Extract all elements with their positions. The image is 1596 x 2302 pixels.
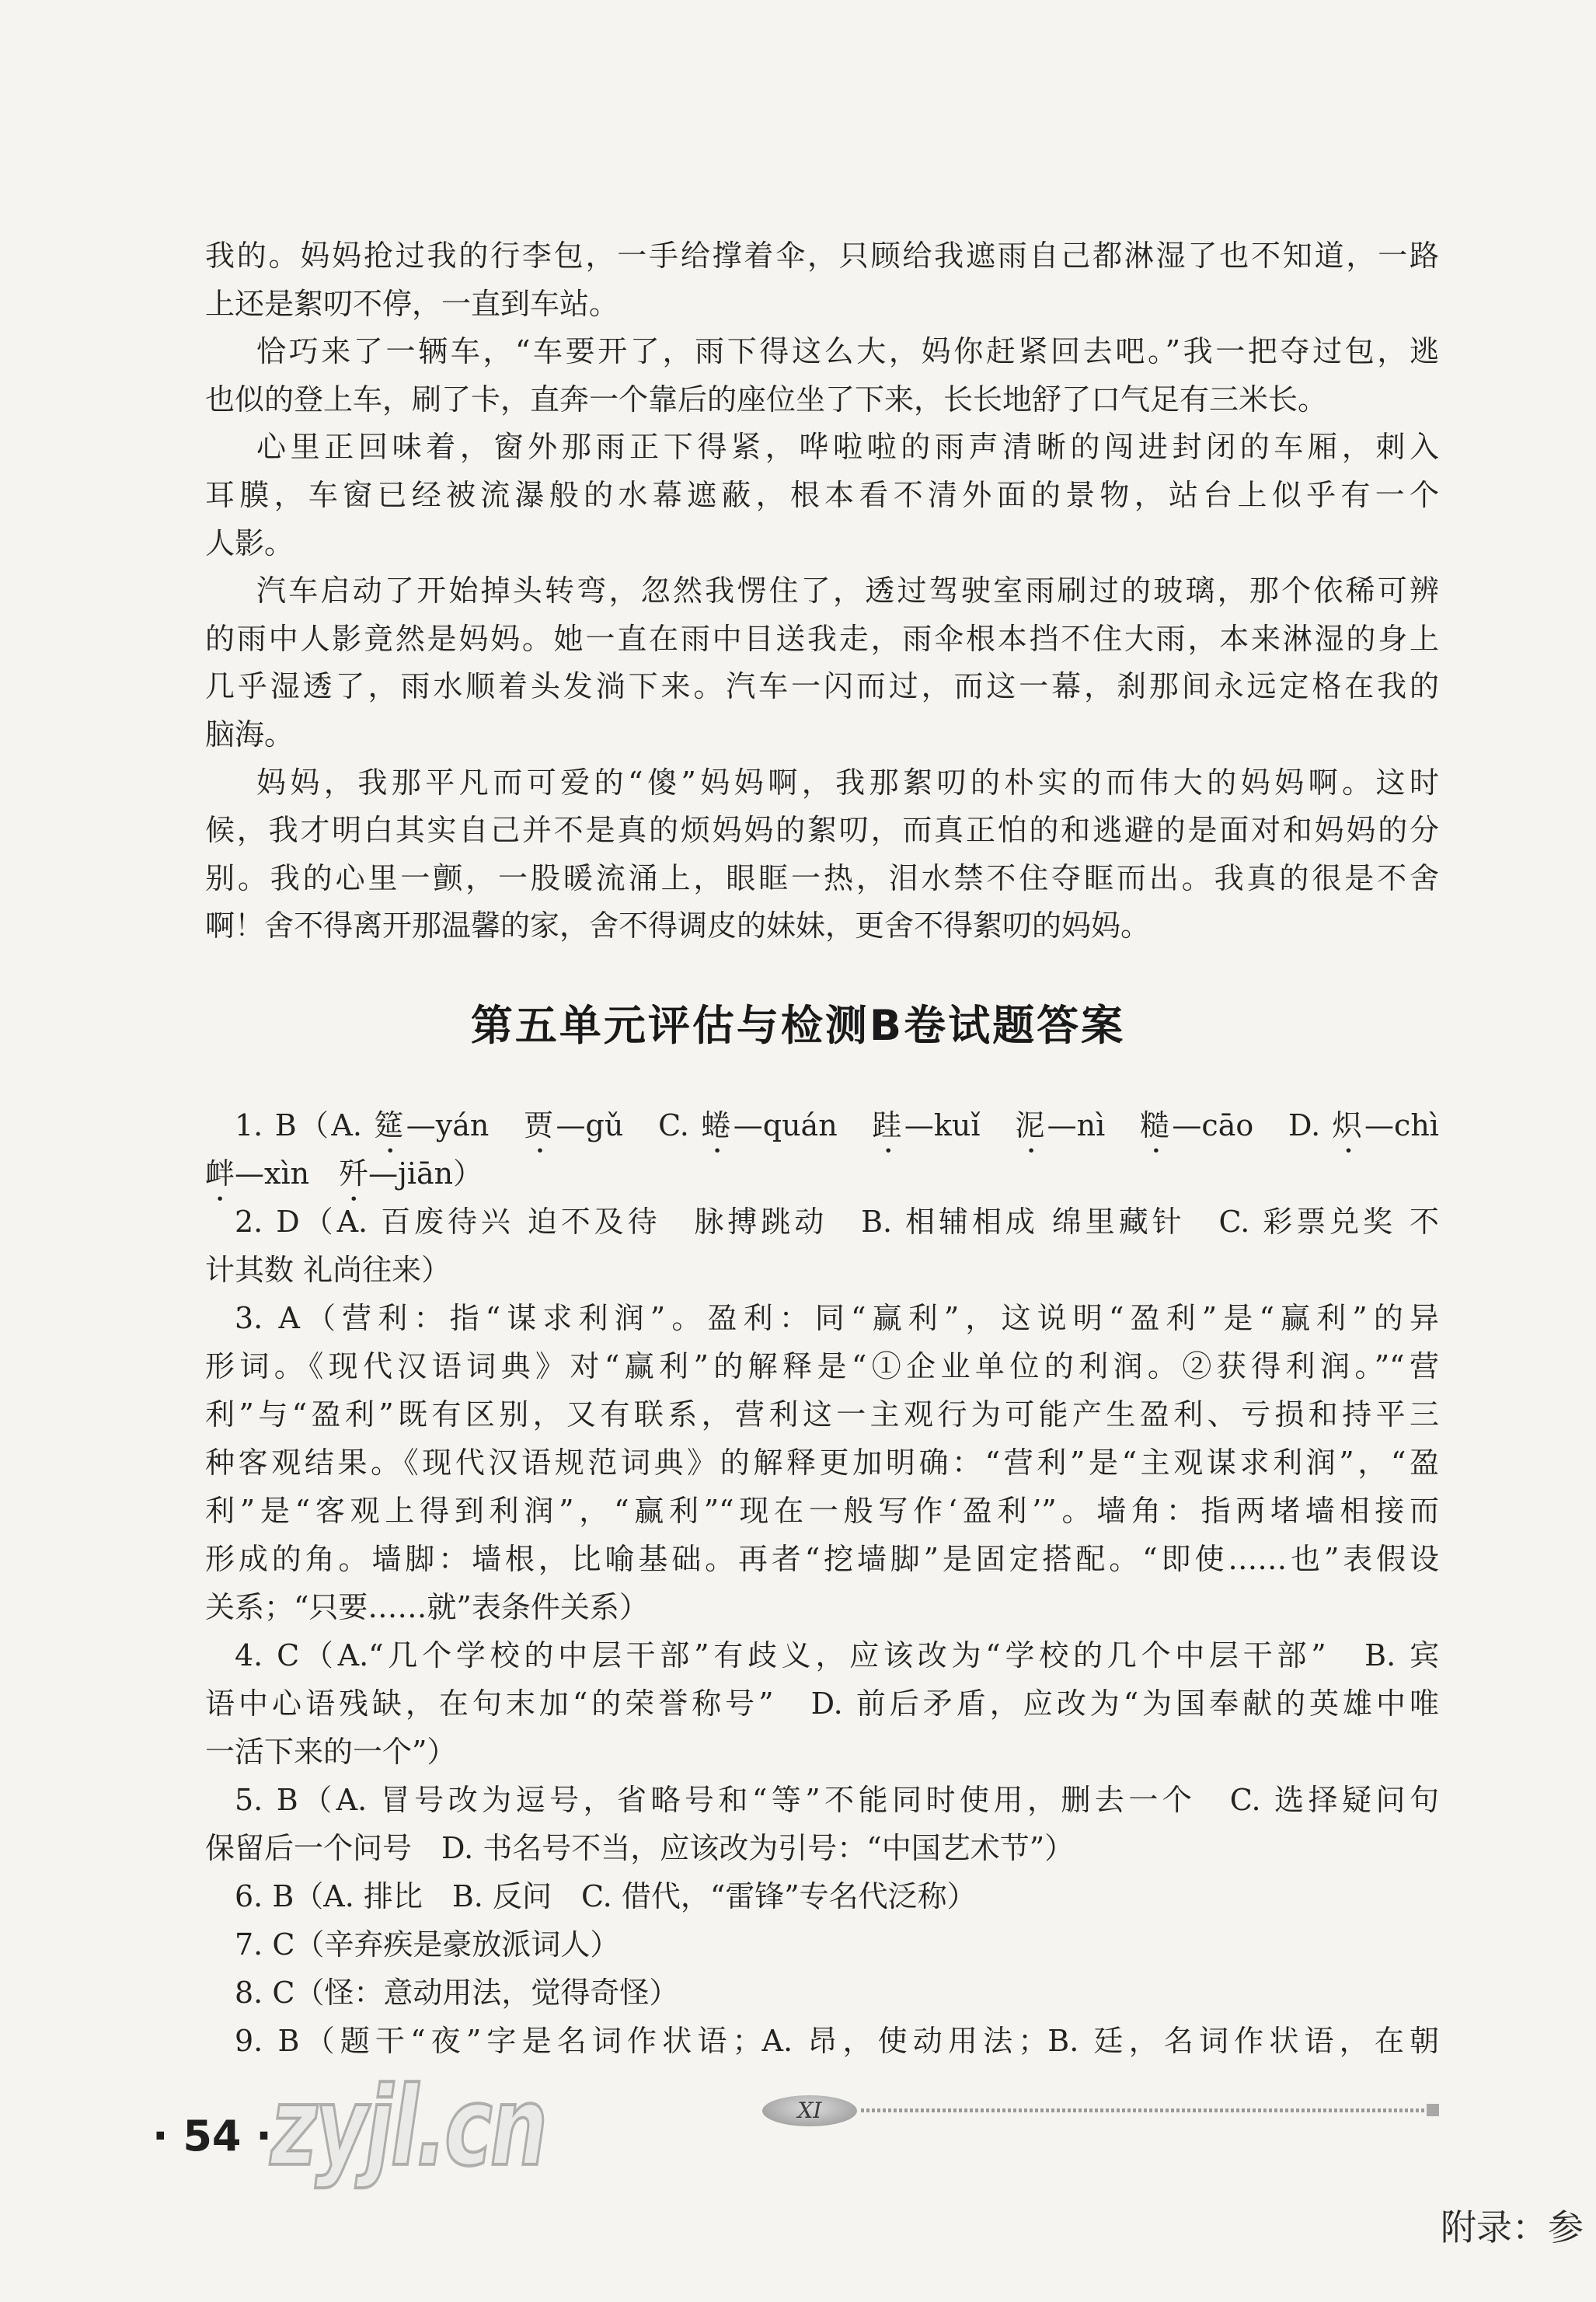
- text-line: 候，我才明白其实自己并不是真的烦妈妈的絮叨，而真正怕的和逃避的是面对和妈妈的分: [205, 813, 1439, 848]
- answer-line: 5. B（A. 冒号改为逗号，省略号和“等”不能同时使用，删去一个 C. 选择疑问句: [235, 1783, 1439, 1817]
- answer-line: 利”与“盈利”既有区别，又有联系，营利这一主观行为可能产生盈利、亏损和持平三: [205, 1397, 1439, 1432]
- answer-line: 3. A（营利：指“谋求利润”。盈利：同“赢利”，这说明“盈利”是“赢利”的异: [235, 1301, 1439, 1335]
- emphasized-character: 贾: [524, 1108, 556, 1142]
- essay-paragraph: [205, 328, 1439, 424]
- essay-paragraph: [205, 424, 1439, 567]
- text-segment: —chì: [1364, 1108, 1439, 1142]
- emphasized-character: 歼: [339, 1156, 369, 1191]
- answer-line: 6. B（A. 排比 B. 反问 C. 借代，“雷锋”专名代泛称）: [235, 1879, 977, 1913]
- text-line: 心里正回味着，窗外那雨正下得紧，哗啦啦的雨声清晰的闯进封闭的车厢，刺入: [256, 430, 1439, 465]
- emphasized-character: 筵: [374, 1108, 406, 1142]
- text-segment: —nì: [1047, 1108, 1141, 1142]
- answer-item: [205, 1872, 1439, 1920]
- essay-passage: [205, 232, 1439, 950]
- answer-line: 形词。《现代汉语词典》对“赢利”的解释是“①企业单位的利润。②获得利润。”“营: [205, 1349, 1439, 1383]
- text-line: 啊！舍不得离开那温馨的家，舍不得调皮的妹妹，更舍不得絮叨的妈妈。: [205, 909, 1151, 943]
- text-line: 也似的登上车，刷了卡，直奔一个靠后的座位坐了下来，长长地舒了口气足有三米长。: [205, 382, 1328, 417]
- dotted-rule: [861, 2108, 1427, 2112]
- text-segment: —jiān）: [368, 1156, 483, 1191]
- text-line: 我的。妈妈抢过我的行李包，一手给撑着伞，只顾给我遮雨自己都淋湿了也不知道，一路: [205, 239, 1439, 273]
- emphasized-character: 糙: [1140, 1108, 1173, 1142]
- text-segment: —quán: [733, 1108, 873, 1142]
- text-line: 耳膜，车窗已经被流瀑般的水幕遮蔽，根本看不清外面的景物，站台上似乎有一个: [205, 477, 1439, 512]
- answer-line: 保留后一个问号 D. 书名号不当，应该改为引号：“中国艺术节”）: [205, 1831, 1075, 1865]
- answer-line: 计其数 礼尚往来）: [205, 1253, 451, 1287]
- emphasized-character: 衅: [205, 1156, 235, 1191]
- answer-item: [205, 1101, 1439, 1198]
- answer-line: 一活下来的一个”）: [205, 1735, 457, 1769]
- answer-line: 2. D（A. 百废待兴 迫不及待 脉搏跳动 B. 相辅相成 绵里藏针 C. 彩票兑奖 不: [235, 1205, 1439, 1239]
- text-line: 恰巧来了一辆车，“车要开了，雨下得这么大，妈你赶紧回去吧。”我一把夺过包，逃: [256, 334, 1439, 369]
- answer-line: 语中心语残缺，在句末加“的荣誉称号” D. 前后矛盾，应改为“为国奉献的英雄中唯: [205, 1686, 1439, 1721]
- rule-end-square: [1427, 2104, 1439, 2116]
- answer-item: [205, 1294, 1439, 1631]
- answer-line: 9. B（题干“夜”字是名词作状语；A. 昂，使动用法；B. 廷，名词作状语，在朝: [235, 2024, 1439, 2058]
- emphasized-character: 跬: [872, 1108, 904, 1142]
- answer-key: [205, 1101, 1439, 2065]
- answer-line: [205, 1149, 1439, 1198]
- text-line: 妈妈，我那平凡而可爱的“傻”妈妈啊，我那絮叨的朴实的而伟大的妈妈啊。这时: [256, 765, 1439, 800]
- text-segment: —cāo D.: [1172, 1108, 1333, 1142]
- text-line: 人影。: [205, 525, 294, 560]
- answer-item: [205, 1776, 1439, 1872]
- section-mark-badge: XI: [762, 2095, 857, 2126]
- text-segment: 1. B（A.: [235, 1108, 375, 1142]
- text-line: 别。我的心里一颤，一股暖流涌上，眼眶一热，泪水禁不住夺眶而出。我真的很是不舍: [205, 860, 1439, 895]
- text-segment: —xìn: [235, 1156, 340, 1191]
- text-line: 脑海。: [205, 717, 294, 752]
- answer-line: 4. C（A.“几个学校的中层干部”有歧义，应该改为“学校的几个中层干部” B. 宾: [235, 1638, 1439, 1672]
- page-number: · 54 ·: [152, 2112, 272, 2161]
- text-segment: —gǔ C.: [556, 1108, 702, 1142]
- answer-line: 关系；“只要……就”表条件关系）: [205, 1590, 649, 1624]
- section-heading: 第五单元评估与检测B卷试题答案: [470, 1001, 1126, 1050]
- text-line: 的雨中人影竟然是妈妈。她一直在雨中目送我走，雨伞根本挡不住大雨，本来淋湿的身上: [205, 621, 1439, 656]
- answer-line: 利”是“客观上得到利润”，“赢利”“现在一般写作‘盈利’”。墙角：指两堵墙相接而: [205, 1494, 1439, 1528]
- text-segment: —kuǐ: [904, 1108, 1016, 1142]
- answer-item: [205, 1969, 1439, 2017]
- text-line: 汽车启动了开始掉头转弯，忽然我愣住了，透过驾驶室雨刷过的玻璃，那个依稀可辨: [256, 574, 1439, 609]
- text-line: 上还是絮叨不停，一直到车站。: [205, 286, 619, 321]
- answer-item: [205, 2017, 1439, 2065]
- answer-item: [205, 1631, 1439, 1776]
- answer-line: 7. C（辛弃疾是豪放派词人）: [235, 1927, 620, 1962]
- essay-paragraph: [205, 232, 1439, 328]
- watermark: zyjl.cn: [270, 2062, 545, 2191]
- emphasized-character: 炽: [1332, 1108, 1365, 1142]
- answer-line: 8. C（怪：意动用法，觉得奇怪）: [235, 1976, 679, 2010]
- essay-paragraph: [205, 759, 1439, 950]
- essay-paragraph: [205, 567, 1439, 759]
- appendix-label: 附录：参: [1441, 2206, 1584, 2248]
- text-segment: —yán: [406, 1108, 524, 1142]
- answer-line: 种客观结果。《现代汉语规范词典》的解释更加明确：“营利”是“主观谋求利润”，“盈: [205, 1446, 1439, 1480]
- text-line: 几乎湿透了，雨水顺着头发淌下来。汽车一闪而过，而这一幕，刹那间永远定格在我的: [205, 669, 1439, 704]
- emphasized-character: 泥: [1015, 1108, 1047, 1142]
- emphasized-character: 蜷: [701, 1108, 734, 1142]
- answer-line: 形成的角。墙脚：墙根，比喻基础。再者“挖墙脚”是固定搭配。“即使……也”表假设: [205, 1542, 1439, 1576]
- answer-item: [205, 1920, 1439, 1969]
- answer-item: [205, 1198, 1439, 1294]
- answer-line: [205, 1101, 1439, 1149]
